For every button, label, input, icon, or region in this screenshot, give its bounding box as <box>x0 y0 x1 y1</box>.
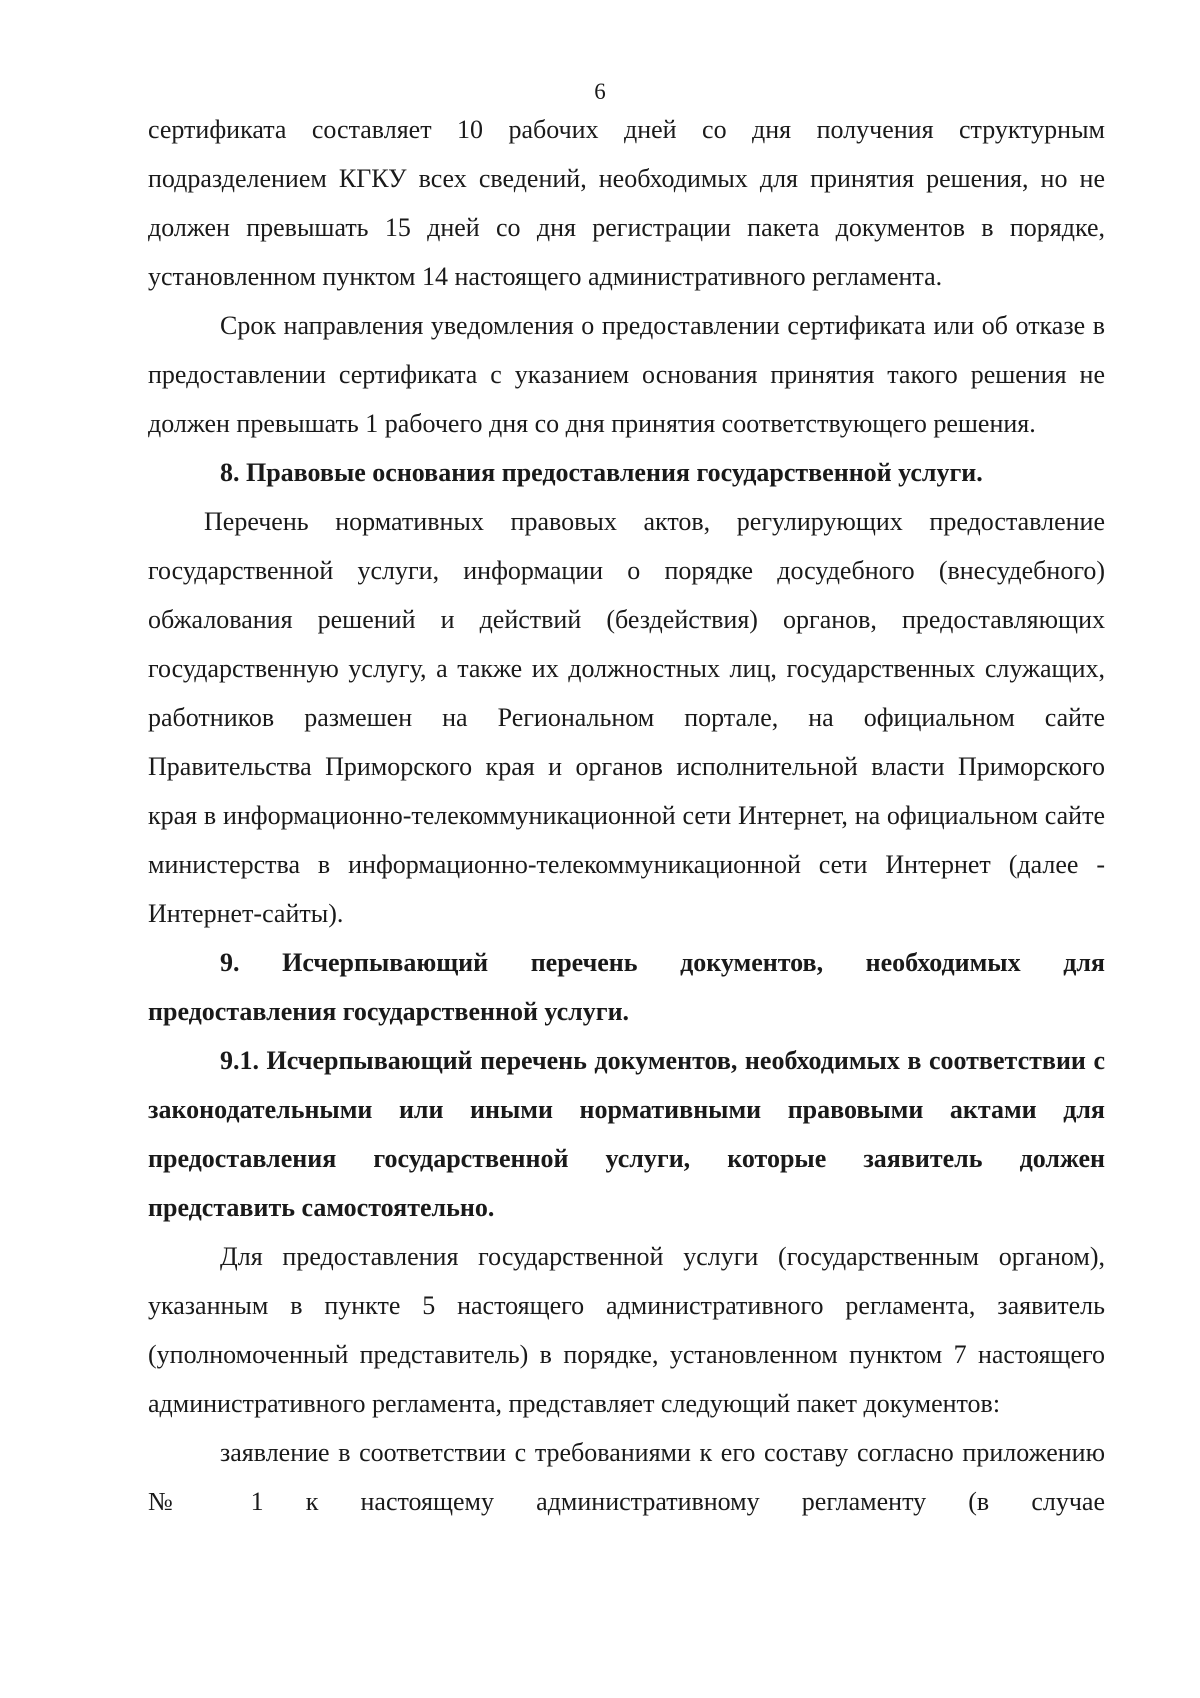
paragraph-certificate-term: сертификата составляет 10 рабочих дней со дня получения структурным подразделением КГКУ всех сведений, необходимых для принятия решения, но не должен превышать 15 дней со дня регистрации пакета документов в порядке, установленном пунктом 14 настоящего административного регламента. <box>148 115 1105 291</box>
section-9-1-heading: 9.1. Исчерпывающий перечень документов, необходимых в соответствии с законодательными или иными нормативными правовыми актами для предоставления государственной услуги, которые заявитель должен представить самостоятельно. <box>148 1046 1105 1222</box>
document-body <box>148 105 1105 1526</box>
paragraph-notification-term: Срок направления уведомления о предоставлении сертификата или об отказе в предоставлении сертификата с указанием основания принятия такого решения не должен превышать 1 рабочего дня со дня принятия соответствующего решения. <box>148 311 1105 438</box>
section-9-heading: 9. Исчерпывающий перечень документов, необходимых для предоставления государственной услуги. <box>148 948 1105 1026</box>
paragraph-application: заявление в соответствии с требованиями к его составу согласно приложению № 1 к настоящему административному регламенту (в случае <box>148 1438 1105 1516</box>
section-8-heading: 8. Правовые основания предоставления государственной услуги. <box>220 458 983 487</box>
paragraph-document-package: Для предоставления государственной услуги (государственным органом), указанным в пункте 5 настоящего административного регламента, заявитель (уполномоченный представитель) в порядке, установленном пунктом 7 настоящего административного регламента, представляет следующий пакет документов: <box>148 1242 1105 1418</box>
paragraph-legal-acts: Перечень нормативных правовых актов, регулирующих предоставление государственной услуги, информации о порядке досудебного (внесудебного) обжалования решений и действий (бездействия) органов, предоставляющих государственную услугу, а также их должностных лиц, государственных служащих, работников размешен на Региональном портале, на официальном сайте Правительства Приморского края и органов исполнительной власти Приморского края в информационно-телекоммуникационной сети Интернет, на официальном сайте министерства в информационно-телекоммуникационной сети Интернет (далее - Интернет-сайты). <box>148 507 1105 928</box>
page-number: 6 <box>594 79 606 104</box>
